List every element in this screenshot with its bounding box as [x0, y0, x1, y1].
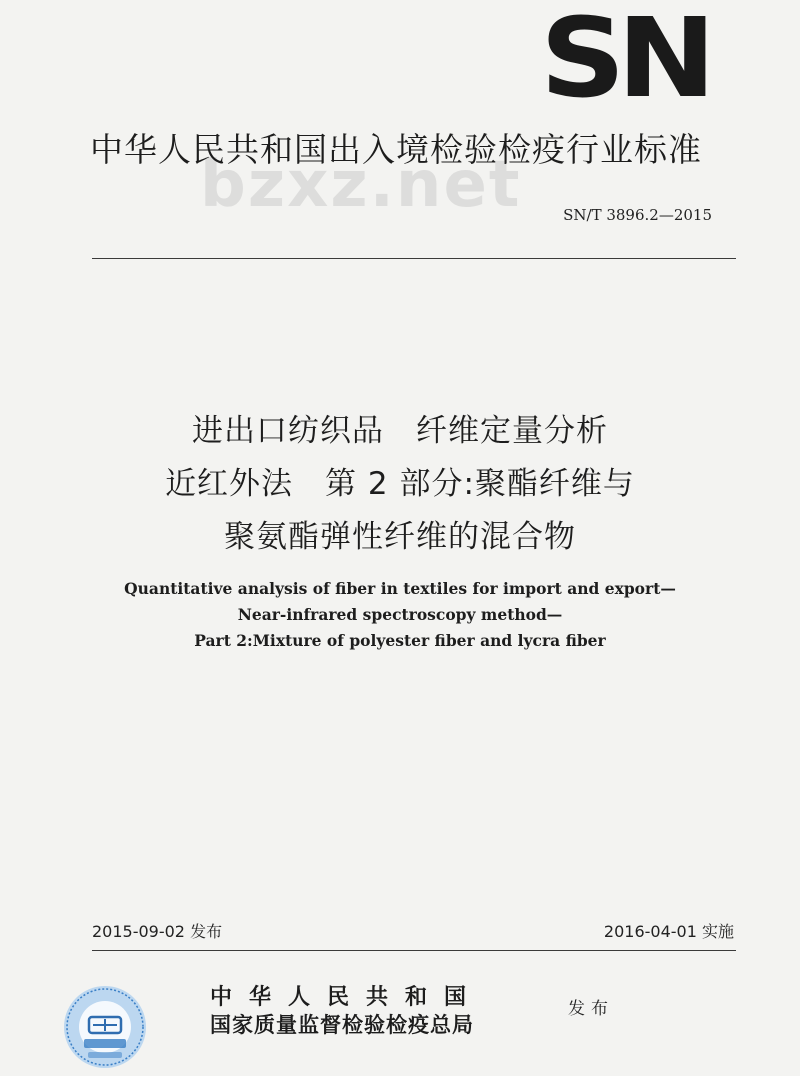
english-title-line: Quantitative analysis of fiber in textiles for import and export— — [124, 579, 676, 598]
top-divider — [92, 258, 736, 259]
standard-number: SN/T 3896.2—2015 — [563, 206, 712, 224]
industry-standard-title: 中华人民共和国出入境检验检疫行业标准 — [90, 130, 702, 169]
chinese-title-line: 近红外法 第 2 部分:聚酯纤维与 — [165, 466, 635, 502]
english-title-line: Near-infrared spectroscopy method— — [237, 605, 563, 624]
bottom-divider — [92, 950, 736, 951]
publisher-country: 中华人民共和国 — [210, 984, 484, 1010]
chinese-title-line: 聚氨酯弹性纤维的混合物 — [224, 519, 576, 555]
chinese-title-line: 进出口纺织品 纤维定量分析 — [192, 413, 608, 449]
publisher-agency: 国家质量监督检验检疫总局 — [210, 1012, 474, 1037]
watermark: bzxz.net — [200, 148, 522, 222]
english-title — [60, 576, 740, 654]
english-title-line: Part 2:Mixture of polyester fiber and lycra fiber — [194, 631, 606, 650]
sn-logo: SN — [540, 0, 708, 122]
chinese-title — [60, 405, 740, 564]
publish-label: 发布 — [568, 999, 614, 1019]
implementation-date: 2016-04-01 实施 — [603, 922, 734, 941]
publisher — [210, 983, 560, 1039]
certification-stamp-icon — [62, 984, 148, 1070]
issue-date: 2015-09-02 发布 — [92, 922, 223, 941]
